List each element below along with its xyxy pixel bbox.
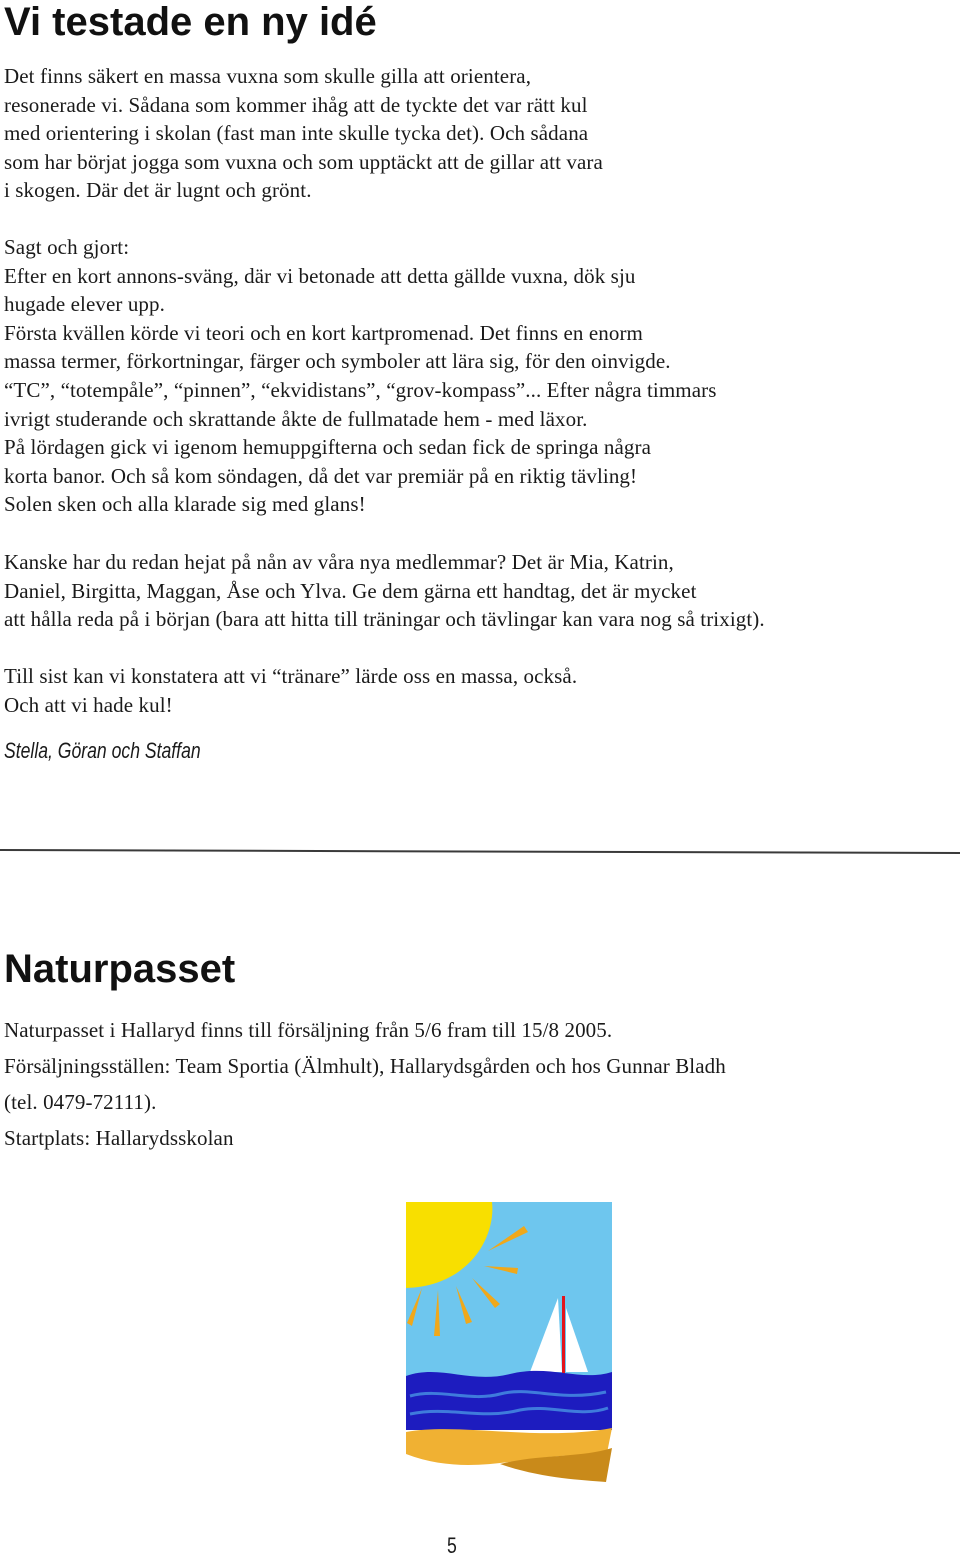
heading-vi-testade: Vi testade en ny idé bbox=[4, 0, 377, 44]
text-line: (tel. 0479-72111). bbox=[4, 1090, 157, 1114]
text-line: Till sist kan vi konstatera att vi “tränare” lärde oss en massa, också. bbox=[4, 664, 578, 688]
text-line: Försäljningsställen: Team Sportia (Älmhult), Hallarydsgården och hos Gunnar Bladh bbox=[4, 1054, 726, 1078]
sea-shape bbox=[406, 1371, 612, 1430]
mast-shape bbox=[562, 1296, 565, 1376]
text-line: massa termer, förkortningar, färger och symboler att lära sig, för den oinvigde. bbox=[4, 349, 671, 374]
paragraph-sagt-och-gjort bbox=[4, 233, 960, 519]
text-line: “TC”, “totempåle”, “pinnen”, “ekvidistans”, “grov-kompass”... Efter några timmars bbox=[4, 377, 717, 402]
page-number: 5 bbox=[447, 1533, 457, 1558]
text-line: På lördagen gick vi igenom hemuppgifterna och sedan fick de springa några bbox=[4, 435, 652, 460]
heading-naturpasset: Naturpasset bbox=[4, 947, 236, 991]
text-line: Sagt och gjort: bbox=[4, 235, 130, 259]
text-line: Efter en kort annons-sväng, där vi betonade att detta gällde vuxna, dök sju bbox=[4, 263, 636, 288]
text-line: hugade elever upp. bbox=[4, 292, 165, 317]
text-line: Första kvällen körde vi teori och en kort kartpromenad. Det finns en enorm bbox=[4, 320, 643, 345]
text-line: Naturpasset i Hallaryd finns till försäljning från 5/6 fram till 15/8 2005. bbox=[4, 1018, 613, 1042]
text-line: att hålla reda på i början (bara att hitta till träningar och tävlingar kan vara nog så trixigt). bbox=[4, 607, 765, 632]
text-line: Daniel, Birgitta, Maggan, Åse och Ylva. Ge dem gärna ett handtag, det är mycket bbox=[4, 578, 697, 603]
text-line: i skogen. Där det är lugnt och grönt. bbox=[4, 178, 312, 203]
text-line: ivrigt studerande och skrattande åkte de fullmatade hem - med läxor. bbox=[4, 406, 588, 431]
paragraph-till-sist bbox=[4, 662, 960, 719]
text-line: korta banor. Och så kom söndagen, då det var premiär på en riktig tävling! bbox=[4, 463, 638, 488]
text-line: Startplats: Hallarydsskolan bbox=[4, 1126, 234, 1150]
text-line: Kanske har du redan hejat på nån av våra nya medlemmar? Det är Mia, Katrin, bbox=[4, 550, 674, 574]
paragraph-naturpasset bbox=[4, 1012, 960, 1156]
paragraph-nya-medlemmar bbox=[4, 548, 960, 634]
author-signature: Stella, Göran och Staffan bbox=[4, 738, 201, 763]
section-divider bbox=[0, 845, 960, 855]
text-line: med orientering i skolan (fast man inte skulle tycka det). Och sådana bbox=[4, 121, 589, 146]
text-line: som har börjat jogga som vuxna och som upptäckt att de gillar att vara bbox=[4, 149, 603, 174]
text-line: Och att vi hade kul! bbox=[4, 692, 173, 717]
text-line: Solen sken och alla klarade sig med glans! bbox=[4, 492, 366, 517]
text-line: resonerade vi. Sådana som kommer ihåg att de tyckte det var rätt kul bbox=[4, 92, 588, 117]
paragraph-intro bbox=[4, 62, 960, 205]
text-line: Det finns säkert en massa vuxna som skulle gilla att orientera, bbox=[4, 64, 532, 88]
sun-and-sailboat-icon bbox=[400, 1196, 620, 1486]
